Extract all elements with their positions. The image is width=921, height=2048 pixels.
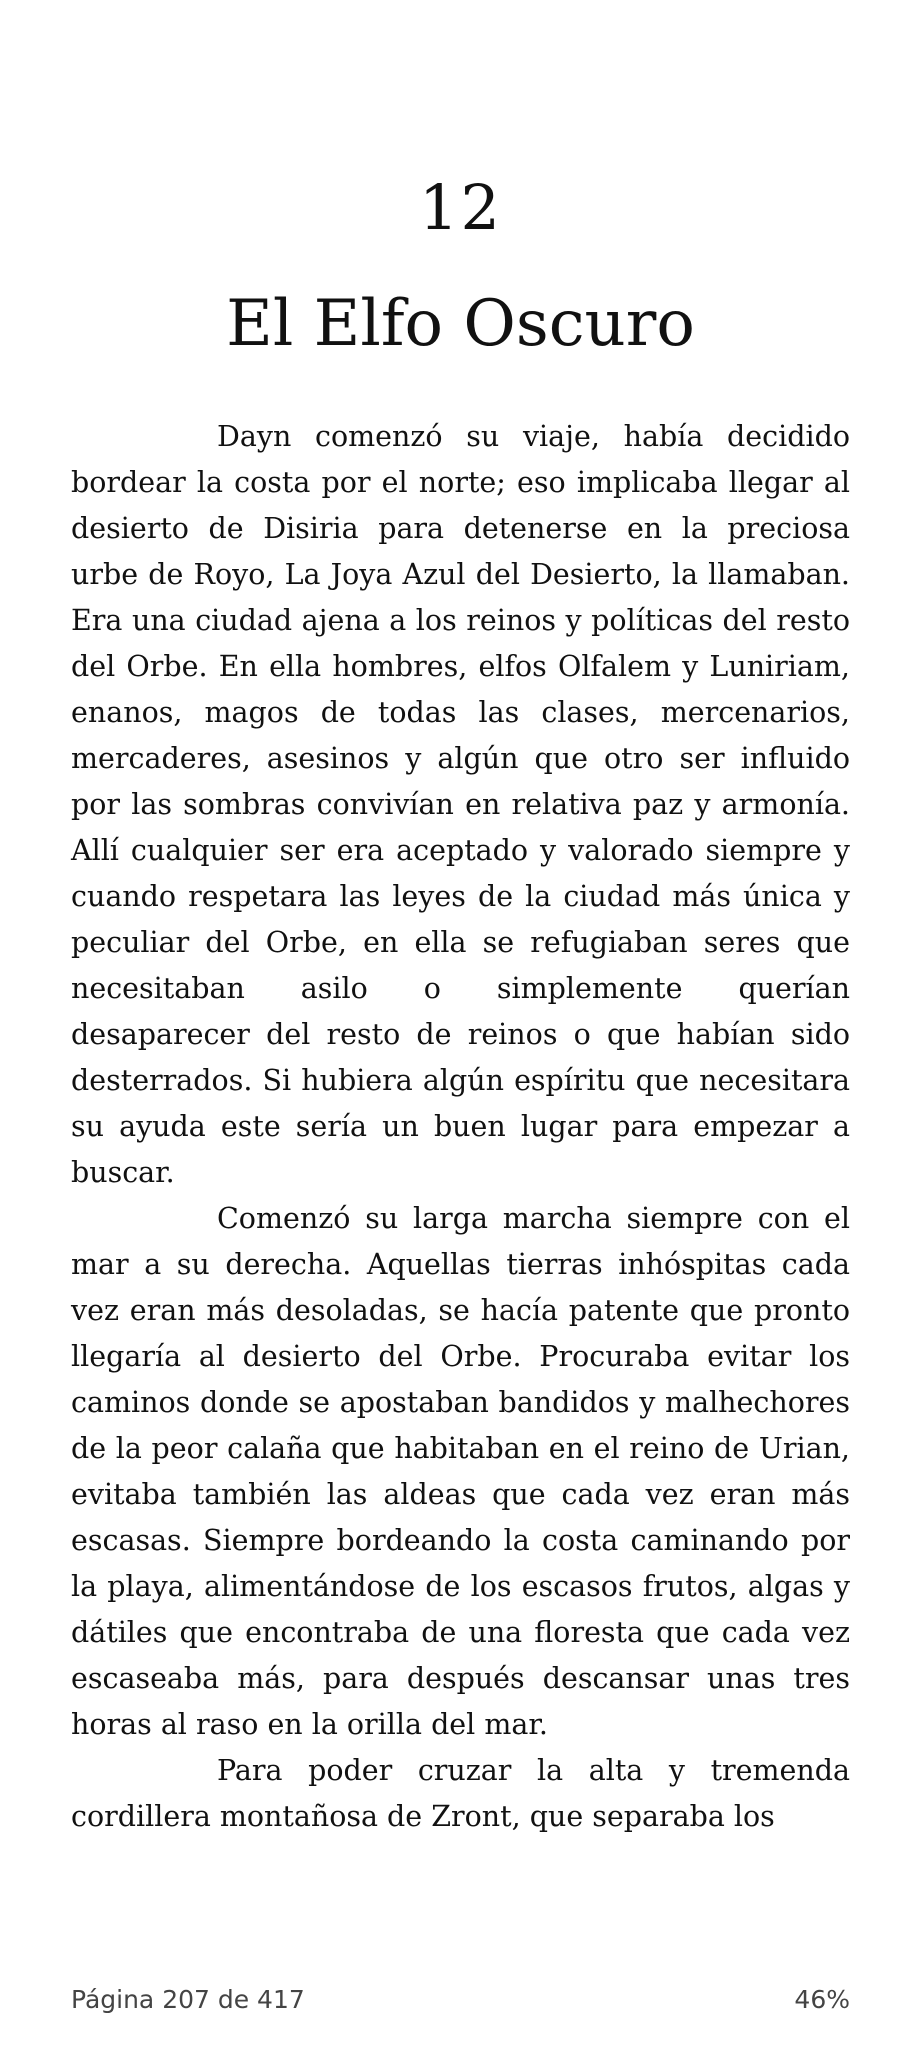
chapter-number: 12 [419, 171, 502, 244]
paragraph: Dayn comenzó su viaje, había decidido bordear la costa por el norte; eso implicaba llegar al desierto de Disiria para detenerse en la preciosa urbe de Royo, La Joya Azul del Desierto, la llamaban. Era una ciudad ajena a los reinos y políticas del resto del Orbe. En ella hombres, elfos Olfalem y Luniriam, enanos, magos de todas las clases, mercenarios, mercaderes, asesinos y algún que otro ser influido por las sombras convivían en relativa paz y armonía. Allí cualquier ser era aceptado y valorado siempre y cuando respetara las leyes de la ciudad más única y peculiar del Orbe, en ella se refugiaban seres que necesitaban asilo o simplemente querían desaparecer del resto de reinos o que habían sido desterrados. Si hubiera algún espíritu que necesitara su ayuda este sería un buen lugar para empezar a buscar. [71, 420, 850, 1189]
chapter-body [71, 414, 850, 1840]
chapter-title: El Elfo Oscuro [226, 287, 695, 361]
paragraph: Comenzó su larga marcha siempre con el mar a su derecha. Aquellas tierras inhóspitas cada vez eran más desoladas, se hacía patente que pronto llegaría al desierto del Orbe. Procuraba evitar los caminos donde se apostaban bandidos y malhechores de la peor calaña que habitaban en el reino de Urian, evitaba también las aldeas que cada vez eran más escasas. Siempre bordeando la costa caminando por la playa, alimentándose de los escasos frutos, algas y dátiles que encontraba de una floresta que cada vez escaseaba más, para después descansar unas tres horas al raso en la orilla del mar. [71, 1202, 850, 1741]
reader-footer [71, 1982, 850, 2016]
paragraph: Para poder cruzar la alta y tremenda cordillera montañosa de Zront, que separaba los [71, 1754, 850, 1833]
page-indicator: Página 207 de 417 [71, 1984, 305, 2014]
reading-progress: 46% [794, 1984, 850, 2014]
